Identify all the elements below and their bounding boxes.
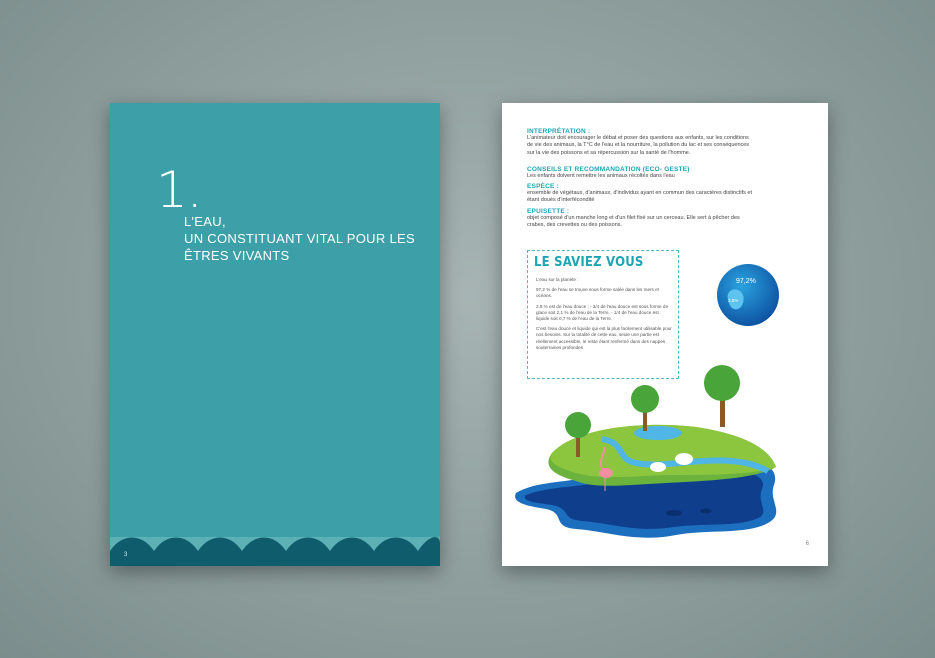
section-line: objet composé d'un manche long et d'un filet fixé sur un cerceau. Elle sert à pêcher des — [527, 215, 740, 221]
did-you-know-paragraph: 2,8 % est de l'eau douce : - 3/4 de l'eau douce est sous forme de glace soit 2,1 % de l'eau de la Terre. - 1/4 de l'eau douce est liquide soit 0,7 % de l'eau de la Terre. — [536, 303, 668, 322]
did-you-know-title: LE SAVIEZ VOUS — [534, 255, 644, 270]
did-you-know-paragraph: C'est l'eau douce et liquide qui est la plus facilement utilisable pour nos besoins. Sur la totalité de cette eau, seule une partie est réellement accessible, le reste étant renfermé dans des nappes souterraines profondes — [536, 326, 672, 350]
chapter-title-line: L'EAU, — [184, 214, 226, 229]
right-page — [502, 103, 828, 566]
section-interpretation — [527, 128, 797, 157]
did-you-know-content — [536, 277, 672, 355]
did-you-know-box — [527, 250, 679, 379]
section-epuisette — [527, 208, 797, 230]
left-page — [110, 103, 440, 566]
section-espece — [527, 183, 797, 205]
did-you-know-paragraph: L'eau sur la planète : — [536, 277, 579, 282]
wave-band — [110, 523, 440, 566]
section-line: L'animateur doit encourager le débat et poser des questions aux enfants, sur les conditions — [527, 135, 749, 141]
fresh-water-label: 2,8% — [728, 298, 739, 303]
section-line: Les enfants doivent remettre les animaux récoltés dans l'eau — [527, 173, 675, 179]
lake-island-illustration — [506, 363, 816, 548]
section-line: ensemble de végétaux, d'animaux, d'individus ayant en commun des caractères distinctifs et — [527, 190, 752, 196]
section-line: crabes, des crevettes ou des poissons. — [527, 222, 623, 229]
chapter-title — [184, 213, 424, 264]
salt-water-label: 97,2% — [736, 278, 756, 285]
did-you-know-paragraph: 97,2 % de l'eau se trouve sous forme salée dans les mers et océans. — [536, 287, 659, 299]
chapter-title-line: ÊTRES VIVANTS — [184, 248, 290, 263]
page-number: 6 — [805, 541, 809, 547]
section-line: de vie des animaux, la T°C de l'eau et la nourriture, la pollution du lac et ses conséquences — [527, 142, 750, 149]
section-line: étant doués d'interfécondité — [527, 197, 595, 204]
section-heading: INTERPRÉTATION : — [527, 128, 591, 135]
section-heading: ESPÈCE : — [527, 183, 559, 190]
section-heading: CONSEILS ET RECOMMANDATION (ECO- GESTE) — [527, 166, 690, 173]
section-line: sur la vie des poissons et sa répercussion sur la santé de l'homme. — [527, 149, 691, 156]
chapter-number: 1. — [156, 161, 202, 219]
page-number: 3 — [124, 552, 128, 558]
section-heading: EPUISETTE : — [527, 208, 570, 215]
section-conseils — [527, 166, 797, 180]
chapter-title-line: UN CONSTITUANT VITAL POUR LES — [184, 231, 415, 246]
water-globe — [716, 263, 780, 327]
globe-icon — [716, 263, 780, 327]
